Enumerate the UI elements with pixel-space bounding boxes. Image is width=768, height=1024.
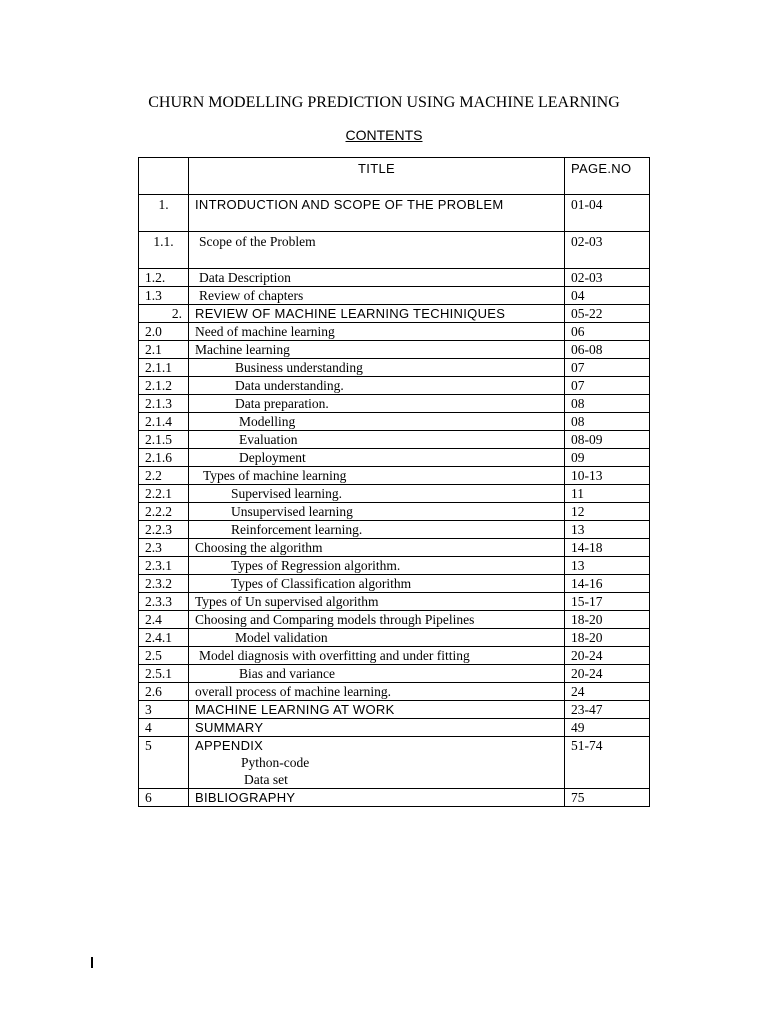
table-row — [139, 503, 650, 521]
table-row — [139, 683, 650, 701]
row-num: 2.3.3 — [139, 593, 189, 611]
row-title-text: Evaluation — [239, 432, 298, 447]
row-num: 2.1.2 — [139, 377, 189, 395]
row-title-text: Unsupervised learning — [231, 504, 353, 519]
row-title-text: Modelling — [239, 414, 296, 429]
table-row — [139, 341, 650, 359]
row-title-text: APPENDIX — [195, 738, 264, 753]
row-num: 1.1. — [139, 232, 189, 269]
row-num: 2.3.2 — [139, 575, 189, 593]
table-row — [139, 629, 650, 647]
appendix-sub-item: Data set — [244, 772, 288, 787]
row-num: 2.2.3 — [139, 521, 189, 539]
row-page: 02-03 — [565, 269, 650, 287]
row-page: 14-16 — [565, 575, 650, 593]
row-num: 2.2.1 — [139, 485, 189, 503]
row-title: Types of Un supervised algorithm — [189, 593, 565, 611]
row-num: 4 — [139, 719, 189, 737]
table-row — [139, 539, 650, 557]
table-row — [139, 323, 650, 341]
row-num: 5 — [139, 737, 189, 789]
row-title — [189, 485, 565, 503]
row-page: 20-24 — [565, 647, 650, 665]
row-num: 2.6 — [139, 683, 189, 701]
page-mark — [91, 957, 93, 968]
row-page: 08 — [565, 395, 650, 413]
row-title-text: Data preparation. — [235, 396, 329, 411]
row-page: 02-03 — [565, 232, 650, 269]
row-title — [189, 521, 565, 539]
table-row — [139, 395, 650, 413]
row-title — [189, 575, 565, 593]
header-title-cell: TITLE — [189, 158, 565, 195]
row-num: 3 — [139, 701, 189, 719]
contents-heading: CONTENTS — [345, 127, 423, 143]
row-title-text: Review of chapters — [199, 288, 304, 303]
table-row — [139, 557, 650, 575]
row-title: Choosing and Comparing models through Pipelines — [189, 611, 565, 629]
row-num: 2.0 — [139, 323, 189, 341]
row-title — [189, 647, 565, 665]
row-page: 13 — [565, 521, 650, 539]
row-page: 23-47 — [565, 701, 650, 719]
row-title: Machine learning — [189, 341, 565, 359]
row-page: 01-04 — [565, 195, 650, 232]
row-num: 2.1.1 — [139, 359, 189, 377]
table-row — [139, 269, 650, 287]
table-row — [139, 789, 650, 807]
row-title-text: Types of Classification algorithm — [231, 576, 412, 591]
table-row — [139, 485, 650, 503]
row-title: REVIEW OF MACHINE LEARNING TECHINIQUES — [189, 305, 565, 323]
row-num: 2.5 — [139, 647, 189, 665]
row-page: 09 — [565, 449, 650, 467]
row-title — [189, 413, 565, 431]
row-title-text: Supervised learning. — [231, 486, 342, 501]
row-title: Choosing the algorithm — [189, 539, 565, 557]
row-page: 07 — [565, 377, 650, 395]
table-row — [139, 737, 650, 789]
table-row — [139, 431, 650, 449]
table-row — [139, 359, 650, 377]
row-title — [189, 232, 565, 269]
table-row — [139, 719, 650, 737]
row-num: 2.5.1 — [139, 665, 189, 683]
row-title: INTRODUCTION AND SCOPE OF THE PROBLEM — [189, 195, 565, 232]
row-num: 2.3 — [139, 539, 189, 557]
row-page: 14-18 — [565, 539, 650, 557]
table-row — [139, 449, 650, 467]
row-num: 2.2.2 — [139, 503, 189, 521]
row-page: 75 — [565, 789, 650, 807]
row-title-text: Data Description — [199, 270, 291, 285]
row-num: 2.1 — [139, 341, 189, 359]
row-num: 2.3.1 — [139, 557, 189, 575]
row-page: 15-17 — [565, 593, 650, 611]
table-row — [139, 575, 650, 593]
table-row — [139, 195, 650, 232]
row-page: 11 — [565, 485, 650, 503]
row-title-text: Model validation — [235, 630, 328, 645]
row-page: 13 — [565, 557, 650, 575]
row-title-text: Types of machine learning — [203, 468, 347, 483]
row-num: 1.3 — [139, 287, 189, 305]
row-title: MACHINE LEARNING AT WORK — [189, 701, 565, 719]
row-title — [189, 377, 565, 395]
row-title: BIBLIOGRAPHY — [189, 789, 565, 807]
row-num: 2.2 — [139, 467, 189, 485]
document-title: CHURN MODELLING PREDICTION USING MACHINE LEARNING — [148, 94, 620, 111]
row-title-text: Scope of the Problem — [199, 234, 316, 249]
row-page: 06 — [565, 323, 650, 341]
row-page: 20-24 — [565, 665, 650, 683]
row-title-text: Model diagnosis with overfitting and under fitting — [199, 648, 470, 663]
row-page: 05-22 — [565, 305, 650, 323]
table-row — [139, 665, 650, 683]
row-title — [189, 269, 565, 287]
row-page: 10-13 — [565, 467, 650, 485]
row-title-text: Deployment — [239, 450, 306, 465]
table-row — [139, 701, 650, 719]
header-page-cell: PAGE.NO — [565, 158, 650, 195]
row-num: 1. — [139, 195, 189, 232]
row-title-text: Business understanding — [235, 360, 363, 375]
row-page: 24 — [565, 683, 650, 701]
row-title — [189, 359, 565, 377]
row-num: 6 — [139, 789, 189, 807]
row-title — [189, 737, 565, 789]
contents-table — [138, 157, 650, 807]
table-row — [139, 593, 650, 611]
row-page: 06-08 — [565, 341, 650, 359]
row-page: 08-09 — [565, 431, 650, 449]
table-row — [139, 521, 650, 539]
row-title — [189, 287, 565, 305]
row-title — [189, 395, 565, 413]
table-row — [139, 305, 650, 323]
row-page: 04 — [565, 287, 650, 305]
row-num: 2.1.6 — [139, 449, 189, 467]
row-num: 2.4.1 — [139, 629, 189, 647]
row-page: 49 — [565, 719, 650, 737]
row-num: 2.1.3 — [139, 395, 189, 413]
row-title-text: Types of Regression algorithm. — [231, 558, 401, 573]
row-title — [189, 431, 565, 449]
row-title: Need of machine learning — [189, 323, 565, 341]
header-num-cell — [139, 158, 189, 195]
table-header-row — [139, 158, 650, 195]
row-page: 12 — [565, 503, 650, 521]
table-row — [139, 611, 650, 629]
row-page: 18-20 — [565, 629, 650, 647]
table-row — [139, 287, 650, 305]
row-title — [189, 449, 565, 467]
table-row — [139, 413, 650, 431]
row-title — [189, 467, 565, 485]
table-row — [139, 647, 650, 665]
row-title — [189, 665, 565, 683]
row-title — [189, 557, 565, 575]
row-page: 08 — [565, 413, 650, 431]
row-num: 2.1.5 — [139, 431, 189, 449]
row-num: 2.4 — [139, 611, 189, 629]
table-row — [139, 377, 650, 395]
row-title — [189, 629, 565, 647]
row-title-text: Data understanding. — [235, 378, 344, 393]
row-page: 07 — [565, 359, 650, 377]
row-num: 2. — [139, 305, 189, 323]
table-row — [139, 467, 650, 485]
row-num: 1.2. — [139, 269, 189, 287]
table-row — [139, 232, 650, 269]
appendix-sub-item: Python-code — [241, 755, 310, 770]
row-page: 51-74 — [565, 737, 650, 789]
row-num: 2.1.4 — [139, 413, 189, 431]
row-title — [189, 503, 565, 521]
row-title-text: Reinforcement learning. — [231, 522, 363, 537]
row-page: 18-20 — [565, 611, 650, 629]
row-title: SUMMARY — [189, 719, 565, 737]
row-title: overall process of machine learning. — [189, 683, 565, 701]
row-title-text: Bias and variance — [239, 666, 335, 681]
